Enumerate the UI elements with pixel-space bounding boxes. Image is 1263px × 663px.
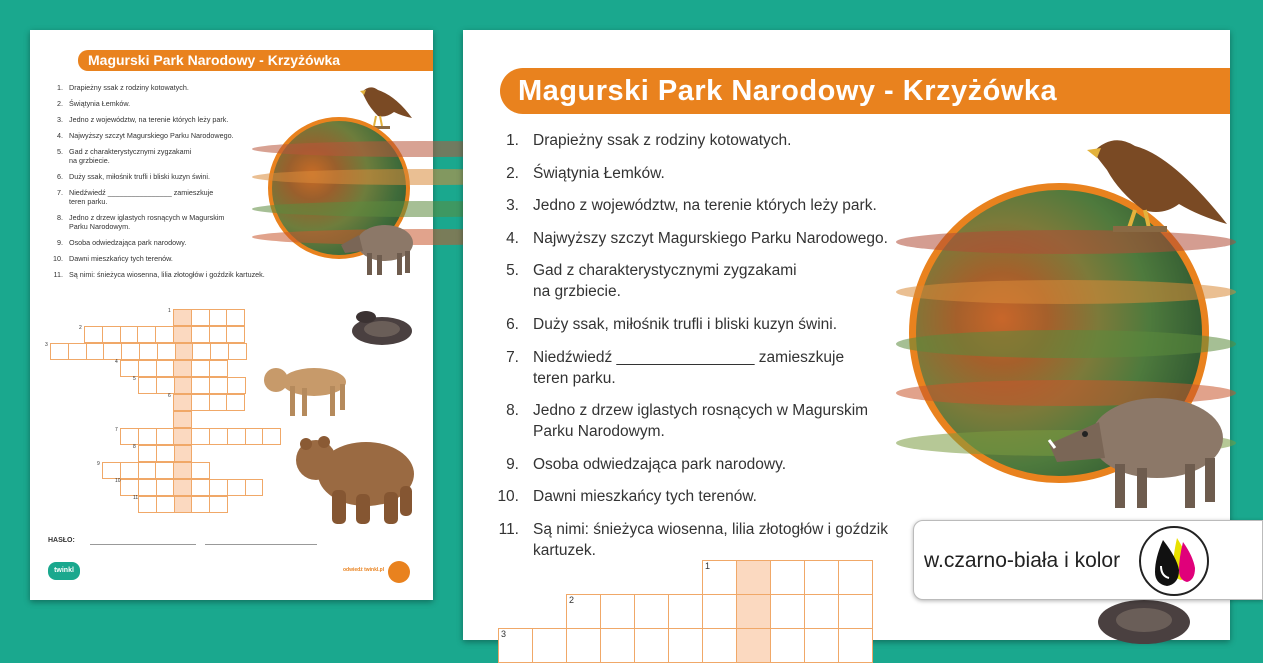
clue-item xyxy=(495,454,945,475)
clue-text: Najwyższy szczyt Magurskiego Parku Narodowego. xyxy=(533,229,888,247)
clue-text: Gad z charakterystycznymi zygzakami na grzbiecie. xyxy=(69,147,192,165)
crossword-cell[interactable] xyxy=(227,428,246,445)
crossword-cell[interactable] xyxy=(138,445,157,462)
crossword-number: 7 xyxy=(115,427,118,433)
crossword-cell[interactable] xyxy=(227,479,246,496)
haslo-label: HASŁO: xyxy=(48,537,75,544)
clue-number: 5. xyxy=(506,262,519,280)
haslo-line[interactable] xyxy=(205,544,317,545)
crossword-cell[interactable] xyxy=(702,628,737,663)
crossword-cell[interactable] xyxy=(770,628,805,663)
crossword-cell[interactable] xyxy=(121,343,140,360)
clue-text: Najwyższy szczyt Magurskiego Parku Narodowego. xyxy=(69,131,234,140)
crossword-cell[interactable] xyxy=(634,628,669,663)
clue-item xyxy=(52,270,287,279)
clue-item xyxy=(52,213,287,231)
crossword-cell[interactable] xyxy=(600,594,635,629)
clue-text: Drapieżny ssak z rodziny kotowatych. xyxy=(533,132,792,149)
clue-number: 9. xyxy=(506,455,519,473)
clue-item xyxy=(495,519,945,561)
crossword-cell[interactable] xyxy=(736,594,771,629)
thumbnail-title: Magurski Park Narodowy - Krzyżówka xyxy=(78,50,433,71)
crossword-cell[interactable] xyxy=(191,479,210,496)
eagle-illustration xyxy=(1083,130,1233,240)
crossword-cell[interactable] xyxy=(156,377,175,394)
crossword-cell[interactable] xyxy=(191,360,210,377)
crossword-cell[interactable] xyxy=(226,309,245,326)
clue-item xyxy=(495,163,945,184)
crossword-cell[interactable] xyxy=(226,394,245,411)
clue-item xyxy=(52,254,287,263)
clue-item xyxy=(495,195,945,216)
crossword-cell[interactable] xyxy=(156,445,175,462)
crossword-cell[interactable] xyxy=(137,326,156,343)
crossword-cell[interactable] xyxy=(120,479,139,496)
clue-text: Duży ssak, miłośnik trufli i bliski kuzyn świni. xyxy=(69,172,210,181)
crossword-cell[interactable] xyxy=(84,326,103,343)
crossword-cell[interactable] xyxy=(532,628,567,663)
crossword-cell[interactable] xyxy=(155,462,174,479)
boar-illustration xyxy=(337,215,419,279)
crossword-cell[interactable] xyxy=(192,343,211,360)
clue-item xyxy=(495,228,945,249)
crossword-cell[interactable] xyxy=(770,560,805,595)
clue-number: 10. xyxy=(497,488,519,506)
crossword-number: 1 xyxy=(705,561,711,571)
clue-item xyxy=(52,188,287,206)
print-version-label xyxy=(913,520,1263,600)
crossword-cell[interactable] xyxy=(173,309,192,326)
crossword-cell[interactable] xyxy=(138,479,157,496)
crossword-cell[interactable] xyxy=(634,594,669,629)
crossword-cell[interactable] xyxy=(804,594,839,629)
footer-badge-icon xyxy=(388,561,410,583)
clue-number: 3. xyxy=(506,197,519,215)
crossword-cell[interactable] xyxy=(668,594,703,629)
crossword-number: 4 xyxy=(115,359,118,365)
clue-number: 5. xyxy=(57,147,63,156)
clue-text: Jedno z drzew iglastych rosnących w Magurskim Parku Narodowym. xyxy=(533,402,869,441)
clue-number: 2. xyxy=(57,99,63,108)
crossword-cell[interactable] xyxy=(838,628,873,663)
worksheet-title: Magurski Park Narodowy - Krzyżówka xyxy=(500,68,1230,114)
crossword-cell[interactable] xyxy=(156,360,175,377)
clue-text: Świątynia Łemków. xyxy=(533,164,665,182)
clue-text: Dawni mieszkańcy tych terenów. xyxy=(69,254,173,263)
crossword-cell[interactable] xyxy=(120,360,139,377)
clue-text: Świątynia Łemków. xyxy=(69,99,131,108)
crossword-cell[interactable] xyxy=(173,360,192,377)
crossword-cell[interactable] xyxy=(156,496,175,513)
clue-number: 4. xyxy=(57,131,63,140)
crossword-cell[interactable] xyxy=(228,343,247,360)
print-version-text: w.czarno-biała i kolor xyxy=(924,549,1121,572)
crossword-cell[interactable] xyxy=(209,377,228,394)
haslo-line[interactable] xyxy=(90,544,196,545)
clue-text: Osoba odwiedzająca park narodowy. xyxy=(69,238,187,247)
crossword-cell[interactable] xyxy=(245,479,264,496)
crossword-number: 10 xyxy=(115,478,121,484)
crossword-cell[interactable] xyxy=(138,428,157,445)
crossword-number: 3 xyxy=(45,342,48,348)
crossword-cell[interactable] xyxy=(138,377,157,394)
crossword-cell[interactable] xyxy=(245,428,264,445)
crossword-number: 11 xyxy=(133,495,139,501)
crossword-cell[interactable] xyxy=(102,326,121,343)
clue-text: Niedźwiedź ________________ zamieszkuje teren parku. xyxy=(69,188,214,206)
lynx-illustration xyxy=(260,360,354,420)
crossword-cell[interactable] xyxy=(173,462,192,479)
clue-item xyxy=(495,130,945,151)
crossword-cell[interactable] xyxy=(804,560,839,595)
crossword-cell[interactable] xyxy=(668,628,703,663)
crossword-cell[interactable] xyxy=(156,428,175,445)
crossword-cell[interactable] xyxy=(174,445,193,462)
crossword-cell[interactable] xyxy=(209,360,228,377)
clue-text: Drapieżny ssak z rodziny kotowatych. xyxy=(69,83,189,92)
clue-text: Są nimi: śnieżyca wiosenna, lilia złotogłów i goździk kartuzek. xyxy=(533,520,888,559)
crossword-cell[interactable] xyxy=(86,343,105,360)
crossword-cell[interactable] xyxy=(226,326,245,343)
clue-number: 11. xyxy=(53,270,63,279)
crossword-cell[interactable] xyxy=(209,326,228,343)
crossword-number: 3 xyxy=(501,629,507,639)
crossword-cell[interactable] xyxy=(120,462,139,479)
crossword-cell[interactable] xyxy=(209,479,228,496)
clue-list xyxy=(495,130,945,573)
clue-item xyxy=(52,131,287,140)
crossword-cell[interactable] xyxy=(50,343,69,360)
clue-item xyxy=(495,486,945,507)
clue-item xyxy=(495,314,945,335)
crossword-cell[interactable] xyxy=(736,628,771,663)
crossword-cell[interactable] xyxy=(120,428,139,445)
clue-number: 11. xyxy=(498,520,519,538)
clue-text: Gad z charakterystycznymi zygzakami na grzbiecie. xyxy=(533,262,797,301)
worksheet-thumbnail xyxy=(30,30,433,600)
crossword-number: 6 xyxy=(168,393,171,399)
crossword-cell[interactable] xyxy=(566,628,601,663)
clue-number: 1. xyxy=(57,83,63,92)
thumbnail-clue-list xyxy=(52,83,287,286)
crossword-cell[interactable] xyxy=(736,560,771,595)
crossword-cell[interactable] xyxy=(209,496,228,513)
clue-item xyxy=(495,260,945,302)
crossword-cell[interactable] xyxy=(157,343,176,360)
crossword-number: 5 xyxy=(133,376,136,382)
crossword-cell[interactable] xyxy=(227,377,246,394)
crossword-cell[interactable] xyxy=(209,428,228,445)
crossword-cell[interactable] xyxy=(209,309,228,326)
crossword-cell[interactable] xyxy=(120,326,139,343)
crossword-cell[interactable] xyxy=(102,462,121,479)
bear-illustration xyxy=(292,430,422,528)
crossword-cell[interactable] xyxy=(191,309,210,326)
crossword-cell[interactable] xyxy=(173,479,192,496)
clue-number: 10. xyxy=(53,254,63,263)
clue-text: Jedno z województw, na terenie których leży park. xyxy=(69,115,229,124)
clue-item xyxy=(52,238,287,247)
crossword-number: 9 xyxy=(97,461,100,467)
clue-text: Duży ssak, miłośnik trufli i bliski kuzyn świni. xyxy=(533,315,838,333)
clue-number: 7. xyxy=(57,188,63,197)
clue-number: 8. xyxy=(506,402,519,420)
crossword-cell[interactable] xyxy=(600,628,635,663)
clue-number: 6. xyxy=(506,315,519,333)
crossword-cell[interactable] xyxy=(210,343,229,360)
crossword-cell[interactable] xyxy=(68,343,87,360)
clue-item xyxy=(495,400,945,442)
clue-number: 1. xyxy=(506,132,519,149)
crossword-cell[interactable] xyxy=(191,326,210,343)
footer-url: odwiedź twinkl.pl xyxy=(343,567,385,573)
crossword-cell[interactable] xyxy=(702,594,737,629)
crossword-cell[interactable] xyxy=(191,462,210,479)
crossword-cell[interactable] xyxy=(174,377,193,394)
clue-text: Są nimi: śnieżyca wiosenna, lilia złotogłów i goździk kartuzek. xyxy=(69,270,265,279)
crossword-cell[interactable] xyxy=(155,326,174,343)
crossword-cell[interactable] xyxy=(173,428,192,445)
clue-item xyxy=(495,347,945,389)
clue-text: Niedźwiedź ________________ zamieszkuje teren parku. xyxy=(533,348,845,387)
crossword-number: 8 xyxy=(133,444,136,450)
crossword-number: 1 xyxy=(168,308,171,314)
clue-text: Dawni mieszkańcy tych terenów. xyxy=(533,488,757,506)
crossword-cell[interactable] xyxy=(174,496,193,513)
clue-number: 9. xyxy=(57,238,63,247)
crossword-cell[interactable] xyxy=(838,594,873,629)
clue-number: 2. xyxy=(506,164,519,182)
crossword-cell[interactable] xyxy=(175,343,194,360)
boar-illustration xyxy=(1045,382,1235,512)
clue-text: Osoba odwiedzająca park narodowy. xyxy=(533,455,787,473)
clue-number: 3. xyxy=(57,115,63,124)
crossword-cell[interactable] xyxy=(770,594,805,629)
crossword-cell[interactable] xyxy=(191,394,210,411)
clue-item xyxy=(52,115,287,124)
crossword-number: 2 xyxy=(569,595,575,605)
crossword-cell[interactable] xyxy=(191,377,210,394)
crossword-cell[interactable] xyxy=(191,428,210,445)
crossword-cell[interactable] xyxy=(209,394,228,411)
crossword-cell[interactable] xyxy=(156,479,175,496)
clue-number: 7. xyxy=(506,348,519,366)
viper-illustration xyxy=(346,305,418,349)
clue-item xyxy=(52,83,287,92)
crossword-cell[interactable] xyxy=(262,428,281,445)
clue-text: Jedno z drzew iglastych rosnących w Magurskim Parku Narodowym. xyxy=(69,213,225,231)
crossword-cell[interactable] xyxy=(138,496,157,513)
crossword-cell[interactable] xyxy=(173,411,192,428)
crossword-cell[interactable] xyxy=(139,343,158,360)
crossword-cell[interactable] xyxy=(173,394,192,411)
clue-item xyxy=(52,99,287,108)
clue-number: 6. xyxy=(57,172,63,181)
clue-number: 4. xyxy=(506,229,519,247)
crossword-cell[interactable] xyxy=(138,462,157,479)
crossword-cell[interactable] xyxy=(173,326,192,343)
ink-drops-icon xyxy=(1139,526,1209,596)
crossword-cell[interactable] xyxy=(138,360,157,377)
crossword-number: 2 xyxy=(79,325,82,331)
clue-text: Jedno z województw, na terenie których leży park. xyxy=(533,197,877,215)
crossword-cell[interactable] xyxy=(191,496,210,513)
crossword-cell[interactable] xyxy=(804,628,839,663)
twinkl-logo: twinkl xyxy=(48,562,80,580)
crossword-cell[interactable] xyxy=(838,560,873,595)
crossword-cell[interactable] xyxy=(103,343,122,360)
clue-number: 8. xyxy=(57,213,63,222)
